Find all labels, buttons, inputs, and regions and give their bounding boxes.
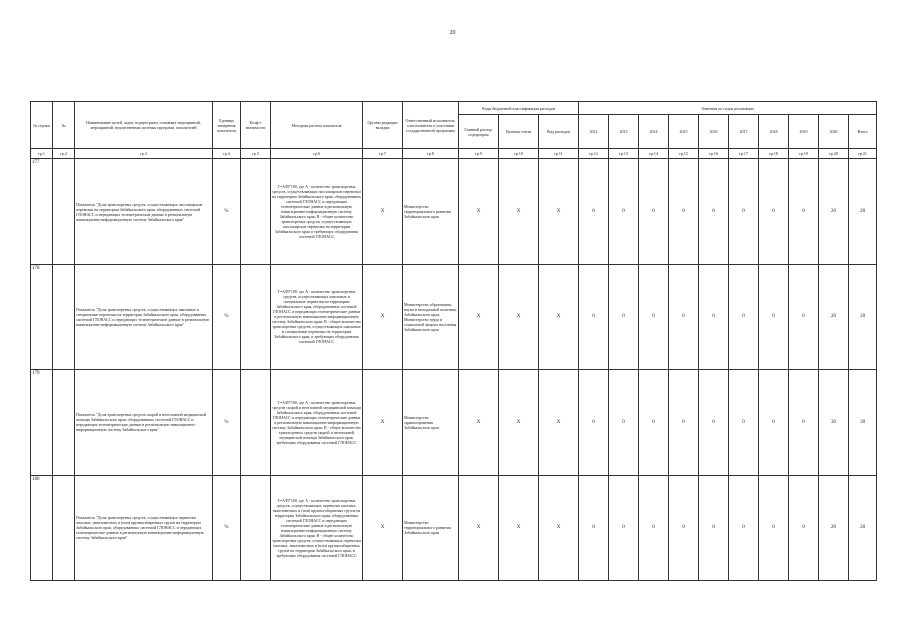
year-value: 0	[789, 370, 819, 475]
responsible: Министерство территориального развития Забайкальского края	[403, 159, 459, 264]
year-value: 0	[759, 475, 789, 580]
header-year: 2013	[609, 115, 639, 149]
source: Х	[363, 159, 403, 264]
col-number: гр.4	[213, 149, 241, 159]
unit: %	[213, 370, 241, 475]
method: Т=А/В*100, где А - количество транспортных средств, осуществляющих перевозки опасных, тяжеловесных и (или) крупногабаритных грузов на территории Забайкальского края, оборудованных системой ГЛОНАСС и передающих телеметрические данные в региональную навигационно-информационную систему Забайкальского края; В - общее количество транспортных средств, осуществляющих перевозки опасных, тяжеловесных и (или) крупногабаритных грузов на территории Забайкальского края, и требующих оборудования системой ГЛОНАСС	[271, 475, 363, 580]
year-value: 0	[699, 159, 729, 264]
header-year: 2020	[819, 115, 849, 149]
budget-code: Х	[539, 475, 579, 580]
year-value: 30	[819, 370, 849, 475]
row-no	[53, 370, 75, 475]
year-value: 0	[699, 370, 729, 475]
budget-code: Х	[459, 475, 499, 580]
budget-code: Х	[459, 159, 499, 264]
year-value: 0	[669, 370, 699, 475]
year-value: 0	[639, 159, 669, 264]
header-total: Итого	[849, 115, 877, 149]
year-value: 0	[609, 264, 639, 369]
col-number: гр.2	[53, 149, 75, 159]
table-row	[31, 370, 877, 475]
year-value: 0	[669, 159, 699, 264]
col-number: гр.12	[579, 149, 609, 159]
table-row	[31, 475, 877, 580]
col-number: гр.10	[499, 149, 539, 159]
year-value: 0	[579, 159, 609, 264]
col-number: гр.21	[849, 149, 877, 159]
year-value: 0	[759, 264, 789, 369]
year-value: 0	[729, 370, 759, 475]
total-value: 20	[849, 159, 877, 264]
line-number: 177	[31, 159, 53, 264]
header-values-group: Значения по годам реализации	[579, 102, 877, 115]
year-value: 0	[669, 475, 699, 580]
col-number: гр.14	[639, 149, 669, 159]
responsible: Министерство территориального развития Забайкальского края	[403, 475, 459, 580]
method: Т=А/В*100, где А - количество транспортных средств, осуществляющих пассажирские перевозки на территории Забайкальского края, оборудованных системой ГЛОНАСС и передающих телеметрические данные в региональную навигационно-информационную систему Забайкальского края; В - общее количество транспортных средств, осуществляющих пассажирские перевозки на территории Забайкальского края и требующих оборудования системой ГЛОНАСС	[271, 159, 363, 264]
year-value: 0	[729, 475, 759, 580]
total-value: 30	[849, 370, 877, 475]
header-responsible: Ответственный исполнитель, соисполнитель и участники государственной программы	[403, 102, 459, 149]
line-number: 178	[31, 264, 53, 369]
header-budget-class: Коды бюджетной классификации расходов	[459, 102, 579, 115]
col-number: гр.20	[819, 149, 849, 159]
year-value: 0	[699, 475, 729, 580]
header-year: 2018	[759, 115, 789, 149]
header-no: №	[53, 102, 75, 149]
header-budget-sub: Целевая статья	[499, 115, 539, 149]
header-year: 2016	[699, 115, 729, 149]
method: Т=А/В*100, где А - количество транспортных средств, осуществляющих школьные и специальные перевозки на территории Забайкальского края, оборудованных системой ГЛОНАСС и передающих телеметрические данные в региональную навигационно-информационную систему Забайкальского края; В - общее количество транспортных средств, осуществляющих школьные и специальные перевозки на территории Забайкальского края, и требующих оборудования системой ГЛОНАСС	[271, 264, 363, 369]
responsible: Министерство образования, науки и молодежной политики Забайкальского края, Министерство труда и социальной защиты населения Забайкальского края	[403, 264, 459, 369]
weight	[241, 264, 271, 369]
year-value: 0	[579, 475, 609, 580]
budget-code: Х	[499, 370, 539, 475]
indicator-name: Показатель "Доля транспортных средств, осуществляющих школьные и специальные перевозки на территории Забайкальского края, оборудованных системой ГЛОНАСС и передающих телеметрические данные в региональную навигационно-информационную систему Забайкальского края"	[75, 264, 213, 369]
unit: %	[213, 475, 241, 580]
header-method: Методика расчета показателя	[271, 102, 363, 149]
budget-code: Х	[539, 159, 579, 264]
col-number: гр.16	[699, 149, 729, 159]
col-number: гр.6	[271, 149, 363, 159]
source: Х	[363, 370, 403, 475]
indicators-table	[30, 101, 877, 581]
budget-code: Х	[499, 159, 539, 264]
header-unit: Единица измерения показателя	[213, 102, 241, 149]
year-value: 0	[609, 475, 639, 580]
weight	[241, 370, 271, 475]
budget-code: Х	[539, 264, 579, 369]
indicator-name: Показатель "Доля транспортных средств скорой и неотложной медицинской помощи Забайкальского края, оборудованных системой ГЛОНАСС и передающих телеметрические данные в региональную навигационно-информационную систему Забайкальского края"	[75, 370, 213, 475]
year-value: 20	[819, 264, 849, 369]
col-number: гр.15	[669, 149, 699, 159]
header-budget-sub: Главный распор. подпрограм	[459, 115, 499, 149]
year-value: 0	[639, 264, 669, 369]
year-value: 0	[789, 264, 819, 369]
header-source: Органы редакции вкладки	[363, 102, 403, 149]
year-value: 0	[639, 475, 669, 580]
budget-code: Х	[459, 370, 499, 475]
col-number: гр.1	[31, 149, 53, 159]
header-year: 2014	[639, 115, 669, 149]
header-year: 2019	[789, 115, 819, 149]
responsible: Министерство здравоохранения Забайкальского края	[403, 370, 459, 475]
budget-code: Х	[499, 264, 539, 369]
col-number: гр.5	[241, 149, 271, 159]
col-number: гр.9	[459, 149, 499, 159]
col-number: гр.8	[403, 149, 459, 159]
method: Т=А/В*100, где А - количество транспортных средств скорой и неотложной медицинской помощи Забайкальского края, оборудованных системой ГЛОНАСС и передающих телеметрические данные в региональную навигационно-информационную систему Забайкальского края; В - общее количество транспортных средств скорой и неотложной медицинской помощи Забайкальского края, требующих оборудования системой ГЛОНАСС	[271, 370, 363, 475]
year-value: 0	[729, 159, 759, 264]
col-number: гр.11	[539, 149, 579, 159]
year-value: 20	[819, 159, 849, 264]
header-weight: Коэф-т значимости	[241, 102, 271, 149]
weight	[241, 159, 271, 264]
col-number: гр.13	[609, 149, 639, 159]
col-number: гр.18	[759, 149, 789, 159]
col-number: гр.3	[75, 149, 213, 159]
year-value: 0	[609, 370, 639, 475]
page-number: 20	[449, 30, 456, 36]
total-value: 20	[849, 264, 877, 369]
header-year: 2012	[579, 115, 609, 149]
col-number: гр.7	[363, 149, 403, 159]
year-value: 0	[789, 159, 819, 264]
weight	[241, 475, 271, 580]
unit: %	[213, 264, 241, 369]
budget-code: Х	[539, 370, 579, 475]
budget-code: Х	[459, 264, 499, 369]
header-year: 2017	[729, 115, 759, 149]
year-value: 0	[699, 264, 729, 369]
header-year: 2015	[669, 115, 699, 149]
year-value: 0	[579, 264, 609, 369]
col-number: гр.19	[789, 149, 819, 159]
year-value: 0	[669, 264, 699, 369]
col-number: гр.17	[729, 149, 759, 159]
source: Х	[363, 264, 403, 369]
total-value: 20	[849, 475, 877, 580]
header-indicator-name: Наименование целей, задач, подпрограмм, основных мероприятий, мероприятий, ведомственных целевых программ, показателей	[75, 102, 213, 149]
year-value: 0	[729, 264, 759, 369]
year-value: 0	[579, 370, 609, 475]
header-budget-sub: Вид расходов	[539, 115, 579, 149]
year-value: 0	[639, 370, 669, 475]
year-value: 0	[609, 159, 639, 264]
table-row	[31, 159, 877, 264]
table-row	[31, 264, 877, 369]
line-number: 179	[31, 370, 53, 475]
year-value: 0	[759, 370, 789, 475]
row-no	[53, 264, 75, 369]
year-value: 0	[759, 159, 789, 264]
row-no	[53, 159, 75, 264]
indicator-name: Показатель "Доля транспортных средств, осуществляющих пассажирские перевозки на территории Забайкальского края, оборудованных системой ГЛОНАСС и передающих телеметрические данные в региональную навигационно-информационную систему Забайкальского края"	[75, 159, 213, 264]
budget-code: Х	[499, 475, 539, 580]
header-line-no: № строки	[31, 102, 53, 149]
indicator-name: Показатель "Доля транспортных средств, осуществляющих перевозки опасных, тяжеловесных и (или) крупногабаритных грузов на территории Забайкальского края, оборудованных системой ГЛОНАСС и передающих телеметрические данные в региональную навигационно-информационную систему Забайкальского края"	[75, 475, 213, 580]
line-number: 180	[31, 475, 53, 580]
year-value: 0	[789, 475, 819, 580]
unit: %	[213, 159, 241, 264]
source: Х	[363, 475, 403, 580]
row-no	[53, 475, 75, 580]
year-value: 20	[819, 475, 849, 580]
